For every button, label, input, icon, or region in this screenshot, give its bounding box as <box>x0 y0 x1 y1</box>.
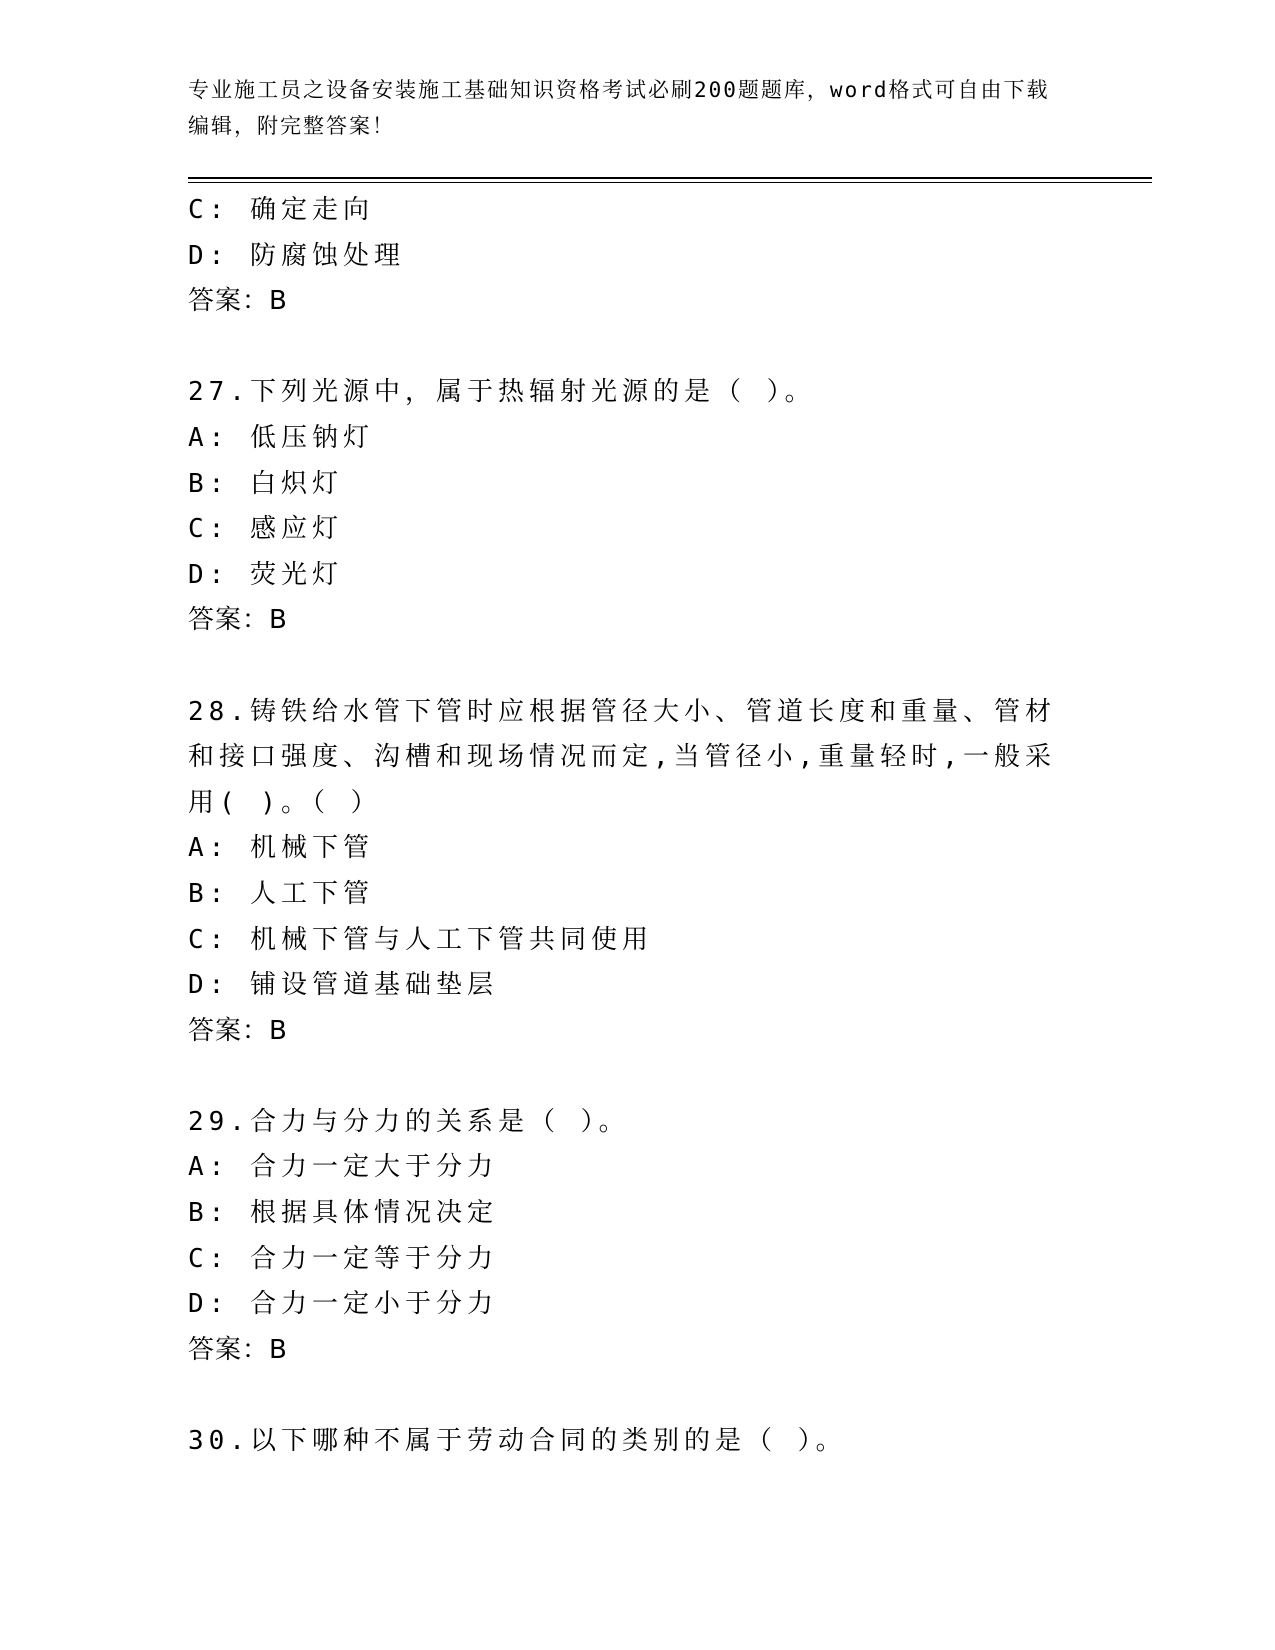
option-c: C: 合力一定等于分力 <box>188 1243 498 1274</box>
option-d: D: 荧光灯 <box>188 559 343 590</box>
header-rule-thick <box>188 177 1152 179</box>
page-header: 专业施工员之设备安装施工基础知识资格考试必刷200题题库，word格式可自由下载编辑，附完整答案！ <box>188 78 1050 138</box>
question-content <box>188 188 1088 1465</box>
option-b: B: 人工下管 <box>188 878 374 909</box>
spacer <box>188 644 1088 690</box>
spacer <box>188 1373 1088 1419</box>
answer-line: 答案：B <box>188 605 288 636</box>
header-rule-thin <box>188 182 1152 183</box>
option-a: A: 机械下管 <box>188 833 374 864</box>
spacer <box>188 325 1088 371</box>
answer-line: 答案：B <box>188 286 288 317</box>
option-b: B: 根据具体情况决定 <box>188 1198 498 1229</box>
option-c: C: 确定走向 <box>188 195 374 225</box>
option-c: C: 感应灯 <box>188 514 343 545</box>
option-d: D: 防腐蚀处理 <box>188 240 405 271</box>
question-stem: 28.铸铁给水管下管时应根据管径大小、管道长度和重量、管材和接口强度、沟槽和现场情况而定,当管径小,重量轻时,一般采用( )。（ ） <box>188 696 1056 818</box>
question-stem: 27.下列光源中，属于热辐射光源的是（ ）。 <box>188 377 816 408</box>
option-b: B: 白炽灯 <box>188 468 343 499</box>
option-a: A: 低压钠灯 <box>188 422 374 453</box>
option-a: A: 合力一定大于分力 <box>188 1152 498 1183</box>
answer-line: 答案：B <box>188 1334 288 1365</box>
option-c: C: 机械下管与人工下管共同使用 <box>188 924 653 955</box>
question-stem: 29.合力与分力的关系是（ ）。 <box>188 1106 630 1137</box>
spacer <box>188 1054 1088 1100</box>
answer-line: 答案：B <box>188 1015 288 1046</box>
option-d: D: 合力一定小于分力 <box>188 1289 498 1320</box>
question-stem: 30.以下哪种不属于劳动合同的类别的是（ ）。 <box>188 1426 847 1457</box>
option-d: D: 铺设管道基础垫层 <box>188 970 498 1001</box>
